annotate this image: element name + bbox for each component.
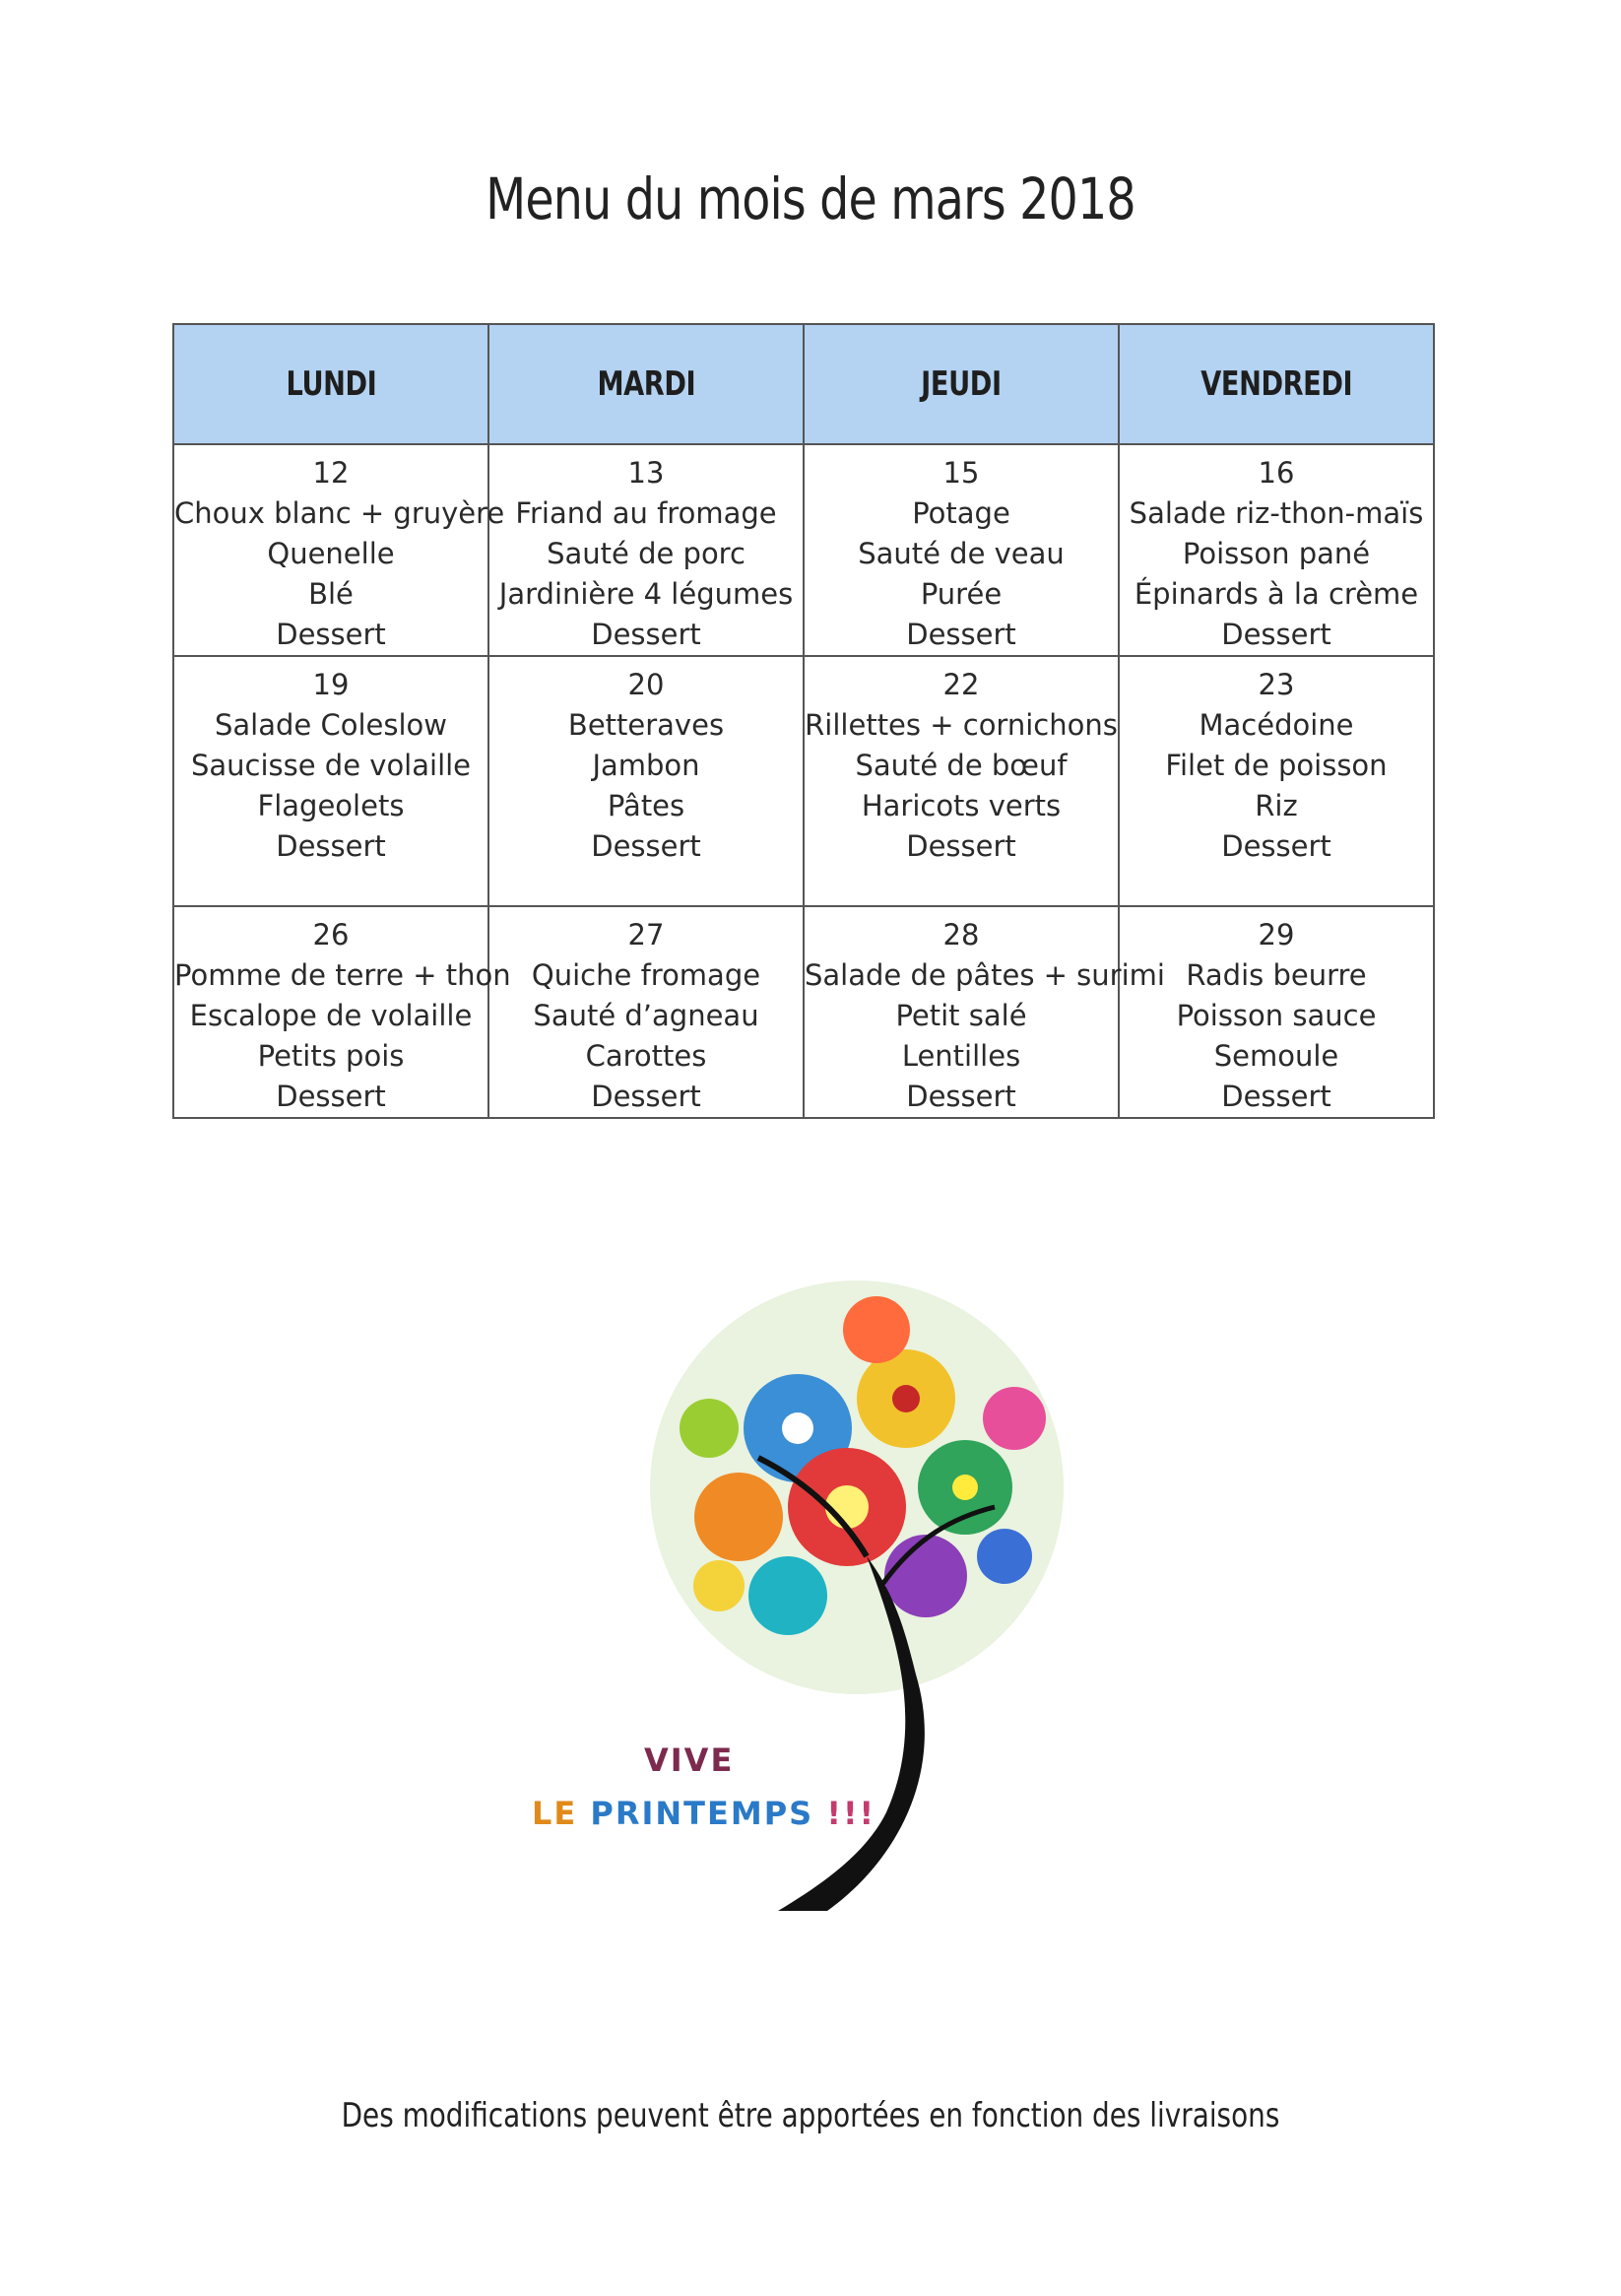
cell-date: 19 [312, 668, 350, 701]
dish: Poisson pané [1182, 537, 1371, 570]
cell-date: 20 [627, 668, 665, 701]
cell-date: 15 [942, 456, 980, 490]
dish: Filet de poisson [1165, 749, 1388, 782]
cell-date: 29 [1258, 918, 1295, 951]
day-label: JEUDI [921, 364, 1002, 404]
dish: Dessert [1221, 618, 1331, 651]
header-mardi [488, 324, 804, 444]
dish: Escalope de volaille [189, 999, 473, 1032]
dish: Poisson sauce [1176, 999, 1377, 1032]
dish: Riz [1255, 789, 1298, 822]
menu-cell [173, 444, 505, 656]
dish: Flageolets [257, 789, 405, 822]
day-label: MARDI [597, 364, 695, 404]
dish: Betteraves [567, 708, 725, 742]
cell-date: 27 [627, 918, 665, 951]
menu-cell [1119, 656, 1434, 906]
dish: Lentilles [901, 1039, 1021, 1073]
dish: Salade Coleslow [215, 708, 447, 742]
dish: Jambon [592, 749, 700, 782]
footer-note [0, 2096, 1621, 2135]
dish: Jardinière 4 légumes [498, 577, 794, 611]
dish: Dessert [591, 618, 701, 651]
dish: Sauté de bœuf [855, 749, 1068, 782]
dish: Blé [308, 577, 354, 611]
cell-date: 23 [1258, 668, 1295, 701]
printemps-part: PRINTEMPS [590, 1795, 814, 1832]
dish: Dessert [906, 618, 1016, 651]
header-vendredi [1119, 324, 1434, 444]
flower-canopy [650, 1280, 1064, 1694]
cell-date: 12 [312, 456, 350, 490]
cell-date: 13 [627, 456, 665, 490]
week-row [173, 656, 1434, 906]
dish: Épinards à la crème [1134, 577, 1419, 611]
dish: Petit salé [895, 999, 1027, 1032]
dish: Pomme de terre + thon [174, 958, 511, 992]
dish: Friand au fromage [515, 496, 777, 530]
cell-date: 22 [942, 668, 980, 701]
dish: Quiche fromage [531, 958, 761, 992]
vive-text: VIVE [644, 1741, 735, 1779]
dish: Dessert [276, 1080, 386, 1113]
dish: Dessert [591, 829, 701, 863]
dish: Semoule [1213, 1039, 1339, 1073]
header-jeudi [804, 324, 1119, 444]
footer-note-text: Des modifications peuvent être apportées en fonction des livraisons [341, 2096, 1280, 2135]
dish: Sauté de veau [858, 537, 1065, 570]
dish: Dessert [1221, 829, 1331, 863]
dish: Choux blanc + gruyère [174, 496, 505, 530]
header-row [173, 324, 1434, 444]
menu-cell [488, 444, 804, 656]
menu-cell [488, 906, 804, 1118]
dish: Pâtes [607, 789, 685, 822]
menu-cell [173, 656, 488, 906]
dish: Dessert [906, 829, 1016, 863]
week-row [173, 444, 1434, 656]
dish: Saucisse de volaille [190, 749, 472, 782]
cell-date: 28 [942, 918, 980, 951]
menu-table [172, 323, 1435, 1119]
dish: Carottes [585, 1039, 707, 1073]
menu-cell [173, 906, 511, 1118]
dish: Rillettes + cornichons [805, 708, 1118, 742]
header-lundi [173, 324, 488, 444]
dish: Haricots verts [861, 789, 1062, 822]
menu-cell [1119, 444, 1434, 656]
printemps-part: LE [532, 1795, 591, 1832]
dish: Dessert [906, 1080, 1016, 1113]
dish: Potage [912, 496, 1010, 530]
cell-date: 16 [1258, 456, 1295, 490]
week-row [173, 906, 1434, 1118]
dish: Radis beurre [1186, 958, 1367, 992]
dish: Macédoine [1199, 708, 1354, 742]
menu-cell [1119, 906, 1434, 1118]
dish: Purée [920, 577, 1003, 611]
dish: Salade de pâtes + surimi [805, 958, 1165, 992]
dish: Dessert [591, 1080, 701, 1113]
menu-cell [804, 906, 1165, 1118]
dish: Sauté de porc [547, 537, 746, 570]
dish: Dessert [276, 618, 386, 651]
page-title: Menu du mois de mars 2018 [486, 165, 1135, 232]
dish: Salade riz-thon-maïs [1129, 496, 1424, 530]
dish: Petits pois [257, 1039, 405, 1073]
dish: Quenelle [267, 537, 395, 570]
printemps-part: !!! [813, 1795, 876, 1832]
menu-cell [804, 444, 1119, 656]
dish: Dessert [1221, 1080, 1331, 1113]
cell-date: 26 [312, 918, 350, 951]
day-label: LUNDI [286, 364, 376, 404]
menu-cell [804, 656, 1119, 906]
printemps-text [532, 1795, 875, 1832]
day-label: VENDREDI [1200, 364, 1352, 404]
dish: Dessert [276, 829, 386, 863]
dish: Sauté d’agneau [533, 999, 759, 1032]
menu-cell [488, 656, 804, 906]
